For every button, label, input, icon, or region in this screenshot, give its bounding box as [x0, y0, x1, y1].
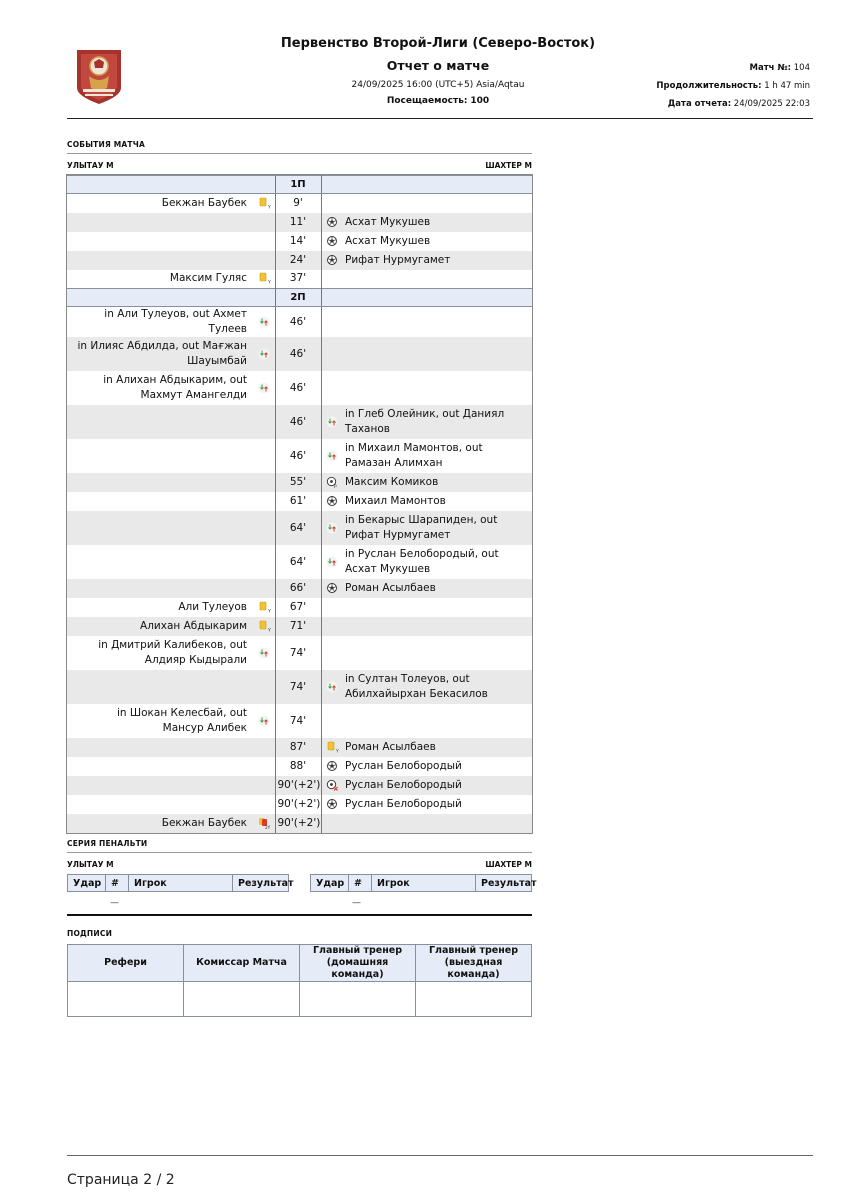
svg-text:Y: Y — [267, 628, 271, 634]
penalty-section-title: СЕРИЯ ПЕНАЛЬТИ — [67, 839, 148, 848]
event-row — [67, 307, 532, 338]
events-away-team: ШАХТЕР М — [485, 161, 532, 170]
event-minute: 74' — [275, 670, 321, 704]
header-divider — [67, 118, 813, 119]
substitution-icon — [326, 681, 338, 693]
penalty-away-empty: — — [352, 898, 361, 908]
event-away-icon-cell — [321, 439, 343, 473]
substitution-icon — [258, 382, 270, 394]
event-away-icon-cell — [321, 251, 343, 270]
event-minute: 90'(+2') — [275, 814, 321, 833]
event-away-player: Асхат Мукушев — [343, 232, 532, 251]
event-home-icon-cell — [253, 337, 275, 371]
svg-text:2Y: 2Y — [264, 824, 270, 830]
event-away-player: in Михаил Мамонтов, out Рамазан Алимхан — [343, 439, 532, 473]
event-away-player — [343, 704, 532, 738]
second-yellow-icon — [258, 817, 270, 829]
pen-col-player: Игрок — [372, 875, 476, 892]
event-away-icon-cell — [321, 598, 343, 617]
event-away-icon-cell — [321, 579, 343, 598]
event-row — [67, 636, 532, 670]
event-away-player: Роман Асылбаев — [343, 579, 532, 598]
event-minute: 46' — [275, 307, 321, 338]
event-home-player: in Алихан Абдыкарим, out Махмут Амангелди — [67, 371, 253, 405]
event-home-icon-cell — [253, 636, 275, 670]
event-away-icon-cell — [321, 636, 343, 670]
page-number: Страница 2 / 2 — [67, 1172, 175, 1188]
period-home-cell — [67, 176, 275, 194]
event-away-icon-cell — [321, 738, 343, 757]
event-home-icon-cell — [253, 511, 275, 545]
event-away-icon-cell — [321, 337, 343, 371]
event-minute: 61' — [275, 492, 321, 511]
event-away-player — [343, 617, 532, 636]
substitution-icon — [258, 715, 270, 727]
event-home-player: Бекжан Баубек — [67, 194, 253, 213]
event-away-icon-cell — [321, 511, 343, 545]
attendance-value: 100 — [470, 96, 490, 106]
event-away-icon-cell — [321, 194, 343, 213]
sig-col-home-coach: Главный тренер (домашняя команда) — [300, 945, 416, 982]
sig-col-away-coach: Главный тренер (выездная команда) — [416, 945, 532, 982]
event-minute: 66' — [275, 579, 321, 598]
event-home-player — [67, 439, 253, 473]
pen-col-number: # — [106, 875, 129, 892]
event-away-player — [343, 814, 532, 833]
event-away-player — [343, 307, 532, 338]
sig-box-commissioner — [184, 982, 300, 1017]
event-home-icon-cell — [253, 814, 275, 833]
match-number — [750, 63, 810, 73]
penalty-home-table — [67, 874, 294, 892]
event-away-player: Руслан Белобородый — [343, 776, 532, 795]
event-home-icon-cell — [253, 251, 275, 270]
period-label: 1П — [275, 176, 321, 194]
event-minute: 67' — [275, 598, 321, 617]
pen-col-result: Результат — [233, 875, 289, 892]
match-number-value: 104 — [793, 63, 810, 73]
event-row — [67, 405, 532, 439]
event-away-icon-cell — [321, 704, 343, 738]
footer-divider — [67, 1155, 813, 1156]
penalty-section-divider — [67, 852, 532, 853]
penalty-home-empty: — — [110, 898, 119, 908]
event-home-icon-cell — [253, 232, 275, 251]
event-away-icon-cell — [321, 270, 343, 289]
event-minute: 74' — [275, 704, 321, 738]
penalty-home-team: УЛЫТАУ М — [67, 860, 114, 869]
event-away-icon-cell — [321, 492, 343, 511]
event-away-icon-cell — [321, 757, 343, 776]
period-away-cell — [321, 289, 532, 307]
league-logo — [74, 48, 124, 106]
period-label: 2П — [275, 289, 321, 307]
event-home-icon-cell — [253, 213, 275, 232]
event-home-icon-cell — [253, 617, 275, 636]
event-home-icon-cell — [253, 579, 275, 598]
event-row — [67, 579, 532, 598]
goal-icon — [326, 254, 338, 266]
period-header-row — [67, 289, 532, 307]
event-home-player: in Дмитрий Калибеков, out Алдияр Кыдырали — [67, 636, 253, 670]
events-section-divider — [67, 153, 532, 154]
event-away-icon-cell — [321, 545, 343, 579]
event-away-player: Роман Асылбаев — [343, 738, 532, 757]
event-minute: 90'(+2') — [275, 795, 321, 814]
attendance-label: Посещаемость: — [386, 96, 468, 106]
svg-text:P: P — [334, 484, 337, 490]
league-title: Первенство Второй-Лиги (Северо-Восток) — [280, 36, 596, 51]
pen-col-number: # — [349, 875, 372, 892]
event-row — [67, 251, 532, 270]
event-row — [67, 213, 532, 232]
pen-col-kick: Удар — [68, 875, 106, 892]
report-title: Отчет о матче — [386, 58, 490, 73]
event-home-icon-cell — [253, 704, 275, 738]
event-home-icon-cell — [253, 307, 275, 338]
event-home-player — [67, 492, 253, 511]
event-away-player: in Руслан Белобородый, out Асхат Мукушев — [343, 545, 532, 579]
event-row — [67, 337, 532, 371]
sig-col-referee: Рефери — [68, 945, 184, 982]
event-row — [67, 617, 532, 636]
event-row — [67, 704, 532, 738]
event-row — [67, 738, 532, 757]
penalty-bottom-divider — [67, 914, 532, 916]
event-home-player — [67, 473, 253, 492]
event-home-icon-cell — [253, 371, 275, 405]
event-row — [67, 545, 532, 579]
event-minute: 46' — [275, 337, 321, 371]
event-minute: 46' — [275, 405, 321, 439]
period-header-row — [67, 176, 532, 194]
event-minute: 88' — [275, 757, 321, 776]
sig-box-referee — [68, 982, 184, 1017]
event-minute: 11' — [275, 213, 321, 232]
event-row — [67, 757, 532, 776]
event-row — [67, 598, 532, 617]
event-minute: 87' — [275, 738, 321, 757]
sig-col-commissioner: Комиссар Матча — [184, 945, 300, 982]
event-home-player — [67, 738, 253, 757]
event-away-player: Максим Комиков — [343, 473, 532, 492]
event-away-player: Руслан Белобородый — [343, 795, 532, 814]
pen-col-player: Игрок — [129, 875, 233, 892]
event-away-player: Рифат Нурмугамет — [343, 251, 532, 270]
event-away-player: Руслан Белобородый — [343, 757, 532, 776]
event-away-icon-cell — [321, 232, 343, 251]
goal-icon — [326, 798, 338, 810]
events-home-team: УЛЫТАУ М — [67, 161, 114, 170]
event-home-icon-cell — [253, 492, 275, 511]
svg-text:Y: Y — [267, 205, 271, 211]
event-away-player — [343, 636, 532, 670]
period-home-cell — [67, 289, 275, 307]
event-home-player: in Илияс Абдилда, out Мағжан Шауымбай — [67, 337, 253, 371]
events-section-title: СОБЫТИЯ МАТЧА — [67, 140, 145, 149]
event-row — [67, 814, 532, 833]
report-date-label: Дата отчета: — [667, 99, 732, 109]
event-away-icon-cell — [321, 617, 343, 636]
event-away-player — [343, 337, 532, 371]
event-row — [67, 439, 532, 473]
yellow-card-icon — [326, 741, 338, 753]
event-home-icon-cell — [253, 439, 275, 473]
event-row — [67, 776, 532, 795]
event-home-icon-cell — [253, 776, 275, 795]
event-away-player — [343, 270, 532, 289]
pen-col-kick: Удар — [311, 875, 349, 892]
event-minute: 14' — [275, 232, 321, 251]
attendance — [238, 96, 638, 106]
event-home-player: in Шокан Келесбай, out Мансур Алибек — [67, 704, 253, 738]
event-row — [67, 270, 532, 289]
event-away-icon-cell — [321, 405, 343, 439]
event-home-player — [67, 579, 253, 598]
svg-text:Y: Y — [336, 749, 339, 755]
sig-box-home-coach — [300, 982, 416, 1017]
substitution-icon — [326, 416, 338, 428]
event-home-icon-cell — [253, 738, 275, 757]
event-home-player — [67, 511, 253, 545]
event-home-player: Али Тулеуов — [67, 598, 253, 617]
report-date — [668, 99, 810, 109]
event-home-icon-cell — [253, 270, 275, 289]
event-minute: 90'(+2') — [275, 776, 321, 795]
event-home-icon-cell — [253, 545, 275, 579]
event-minute: 46' — [275, 439, 321, 473]
event-row — [67, 511, 532, 545]
event-away-player: Асхат Мукушев — [343, 213, 532, 232]
event-minute: 24' — [275, 251, 321, 270]
missed-penalty-icon — [326, 779, 338, 791]
event-home-player — [67, 251, 253, 270]
events-table — [67, 175, 532, 833]
event-minute: 71' — [275, 617, 321, 636]
event-away-player: in Бекарыс Шарапиден, out Рифат Нурмугамет — [343, 511, 532, 545]
event-away-player: in Султан Толеуов, out Абилхайырхан Бекасилов — [343, 670, 532, 704]
pen-col-result: Результат — [476, 875, 532, 892]
event-home-icon-cell — [253, 405, 275, 439]
event-row — [67, 371, 532, 405]
event-home-player: in Али Тулеуов, out Ахмет Тулеев — [67, 307, 253, 338]
event-home-icon-cell — [253, 757, 275, 776]
match-datetime: 24/09/2025 16:00 (UTC+5) Asia/Aqtau — [351, 80, 525, 90]
event-home-player: Максим Гуляс — [67, 270, 253, 289]
event-row — [67, 492, 532, 511]
match-number-label: Матч №: — [749, 63, 792, 73]
yellow-card-icon — [258, 601, 270, 613]
event-away-icon-cell — [321, 670, 343, 704]
signatures-table — [67, 944, 532, 1017]
substitution-icon — [258, 647, 270, 659]
event-home-player — [67, 232, 253, 251]
event-row — [67, 194, 532, 213]
svg-text:Y: Y — [267, 609, 271, 615]
event-row — [67, 232, 532, 251]
penalty-away-team: ШАХТЕР М — [485, 860, 532, 869]
match-duration — [656, 81, 810, 91]
event-home-player — [67, 213, 253, 232]
event-away-icon-cell — [321, 776, 343, 795]
event-home-player — [67, 757, 253, 776]
event-home-player — [67, 545, 253, 579]
substitution-icon — [326, 556, 338, 568]
event-home-player — [67, 405, 253, 439]
sig-box-away-coach — [416, 982, 532, 1017]
signatures-section-title: ПОДПИСИ — [67, 929, 113, 938]
event-home-player — [67, 670, 253, 704]
event-away-icon-cell — [321, 371, 343, 405]
event-away-player — [343, 371, 532, 405]
substitution-icon — [258, 316, 270, 328]
event-away-icon-cell — [321, 814, 343, 833]
event-away-player — [343, 598, 532, 617]
duration-value: 1 h 47 min — [764, 81, 810, 91]
yellow-card-icon — [258, 620, 270, 632]
goal-icon — [326, 235, 338, 247]
penalty-away-table — [310, 874, 537, 892]
event-home-icon-cell — [253, 795, 275, 814]
svg-text:Y: Y — [267, 280, 271, 286]
event-row — [67, 795, 532, 814]
penalty-goal-icon — [326, 476, 338, 488]
goal-icon — [326, 760, 338, 772]
goal-icon — [326, 582, 338, 594]
event-home-player — [67, 795, 253, 814]
event-away-icon-cell — [321, 795, 343, 814]
event-away-player: in Глеб Олейник, out Даниял Таханов — [343, 405, 532, 439]
event-home-player: Алихан Абдыкарим — [67, 617, 253, 636]
event-home-icon-cell — [253, 473, 275, 492]
substitution-icon — [326, 450, 338, 462]
event-minute: 64' — [275, 545, 321, 579]
event-minute: 9' — [275, 194, 321, 213]
goal-icon — [326, 216, 338, 228]
period-away-cell — [321, 176, 532, 194]
substitution-icon — [258, 348, 270, 360]
event-home-icon-cell — [253, 598, 275, 617]
event-away-player: Михаил Мамонтов — [343, 492, 532, 511]
report-date-value: 24/09/2025 22:03 — [733, 99, 810, 109]
event-away-icon-cell — [321, 473, 343, 492]
event-minute: 46' — [275, 371, 321, 405]
duration-label: Продолжительность: — [656, 81, 762, 91]
event-away-icon-cell — [321, 307, 343, 338]
event-home-icon-cell — [253, 194, 275, 213]
yellow-card-icon — [258, 272, 270, 284]
event-away-icon-cell — [321, 213, 343, 232]
event-home-icon-cell — [253, 670, 275, 704]
event-row — [67, 670, 532, 704]
event-minute: 74' — [275, 636, 321, 670]
event-home-player: Бекжан Баубек — [67, 814, 253, 833]
substitution-icon — [326, 522, 338, 534]
goal-icon — [326, 495, 338, 507]
event-minute: 37' — [275, 270, 321, 289]
event-away-player — [343, 194, 532, 213]
event-home-player — [67, 776, 253, 795]
event-minute: 55' — [275, 473, 321, 492]
yellow-card-icon — [258, 197, 270, 209]
event-row — [67, 473, 532, 492]
event-minute: 64' — [275, 511, 321, 545]
